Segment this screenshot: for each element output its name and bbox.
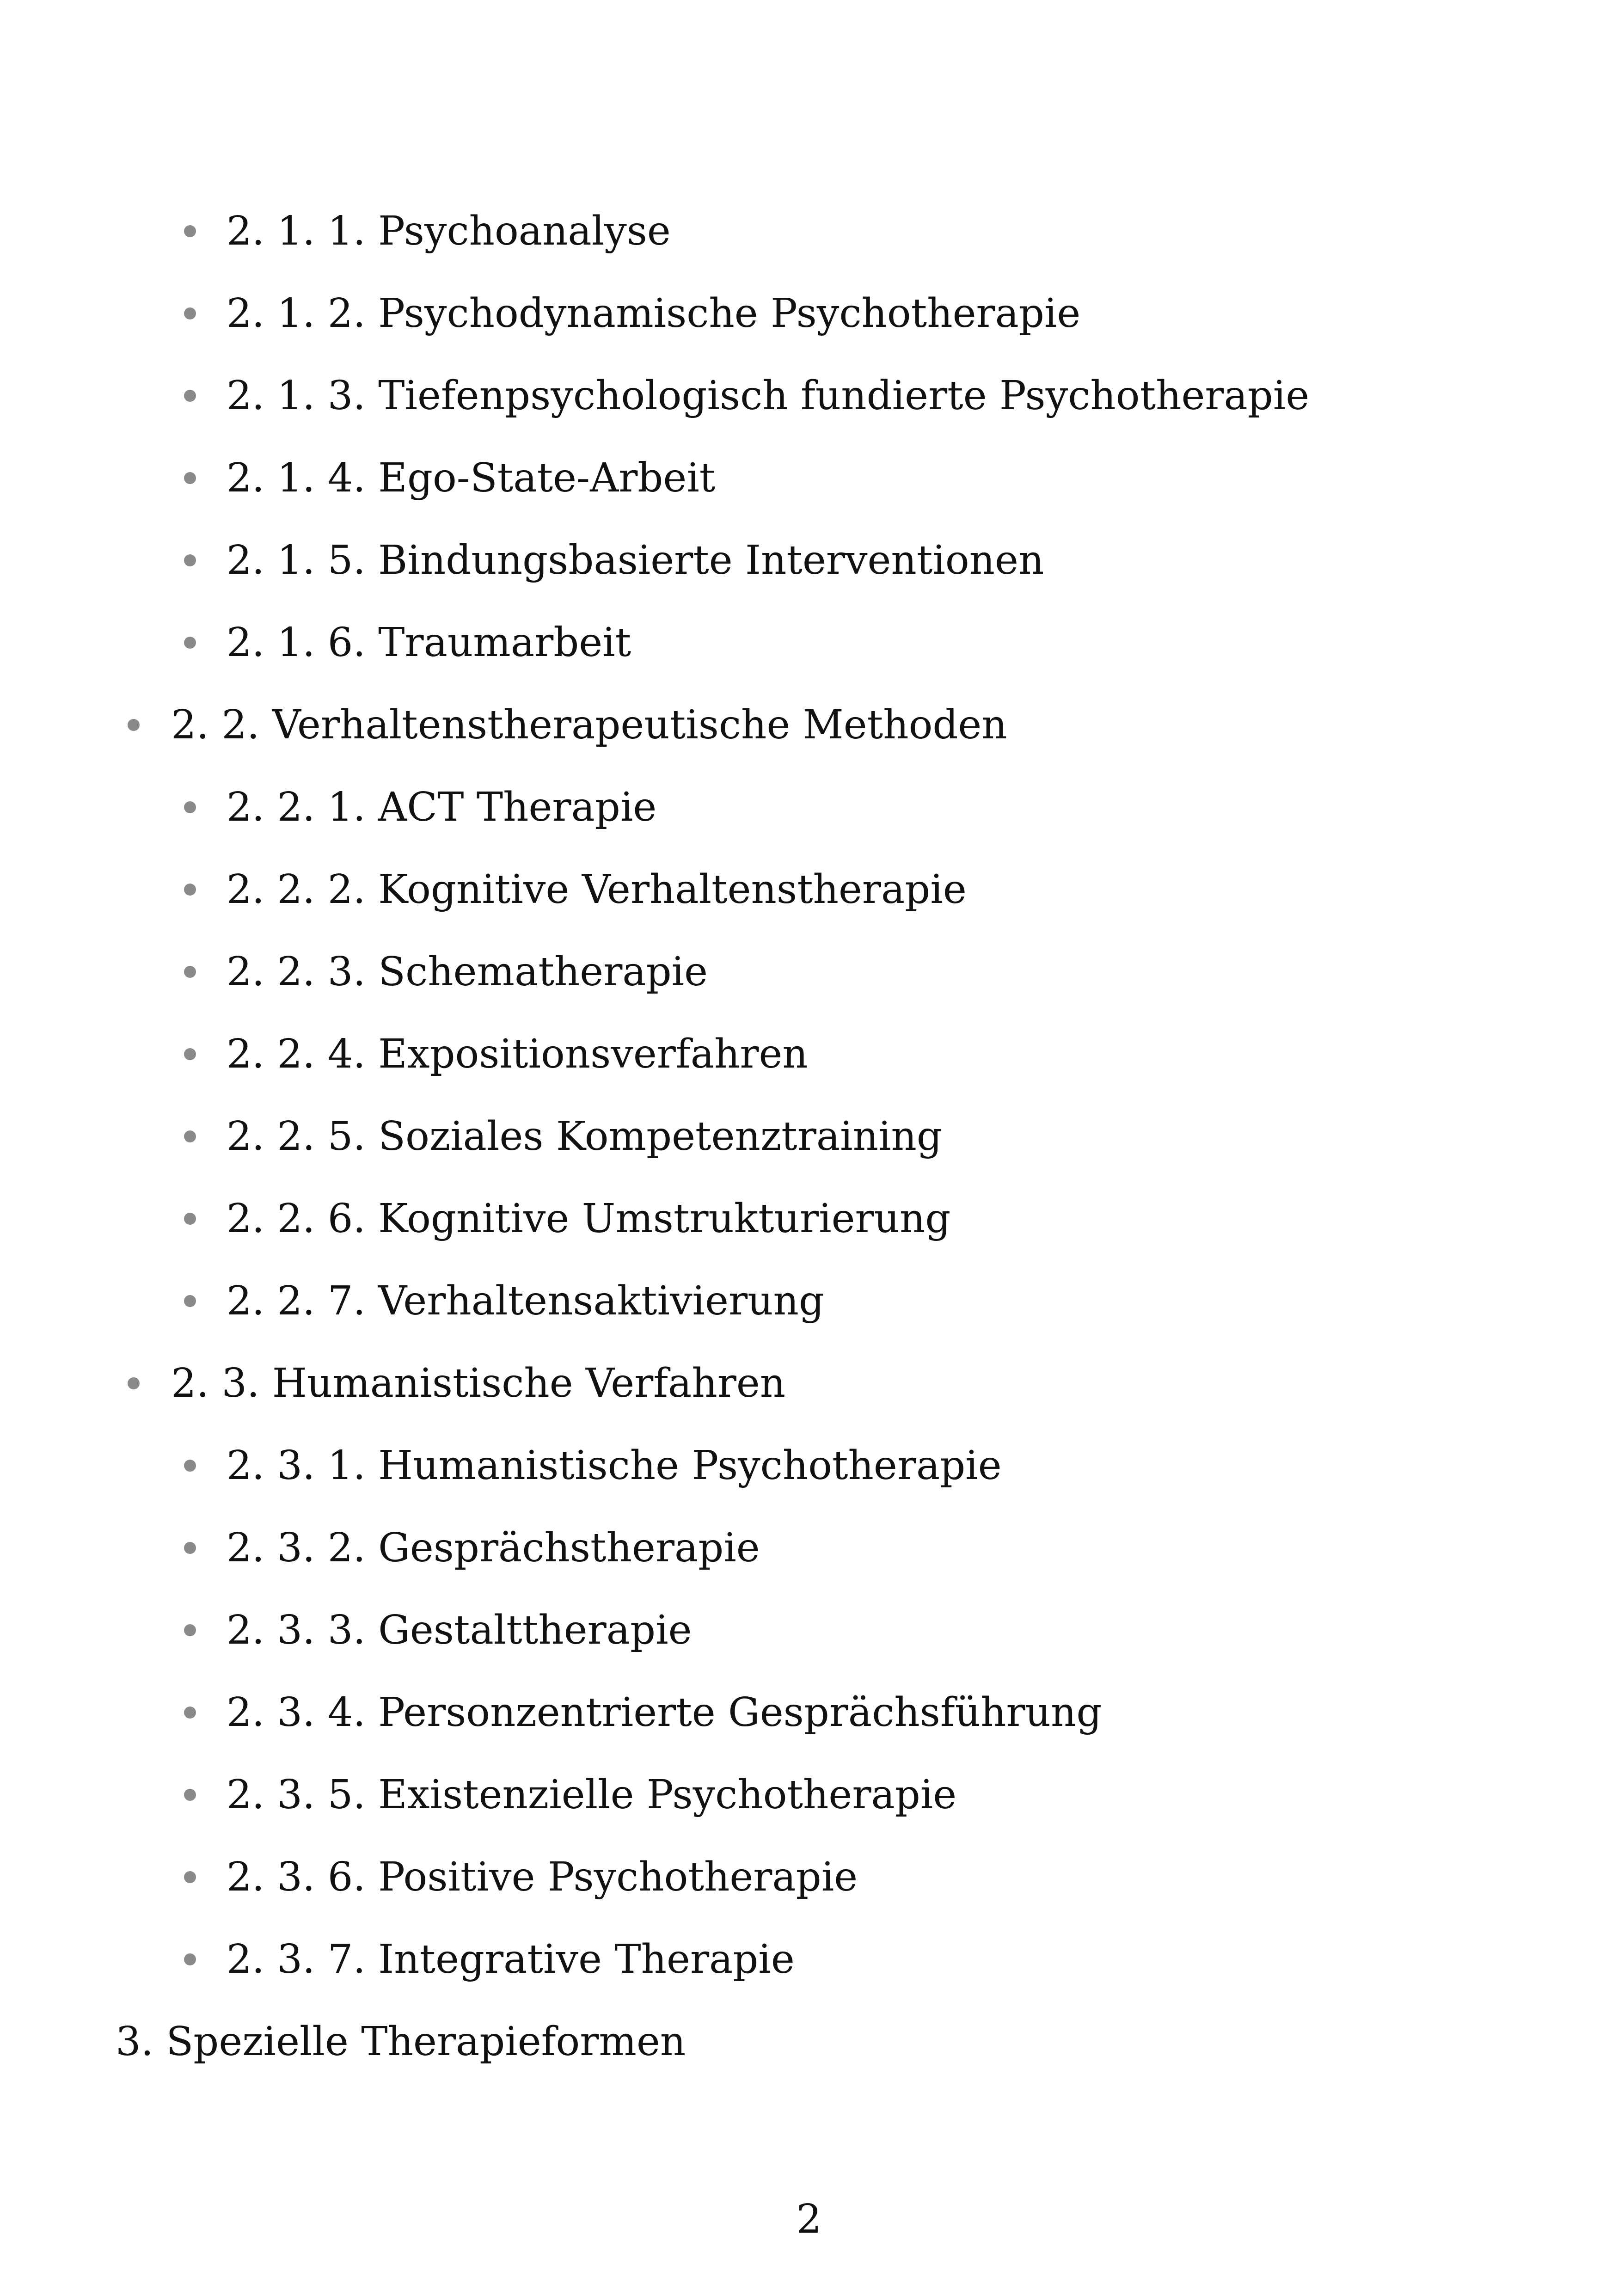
bullet-icon (184, 1849, 198, 1905)
bullet-icon (184, 203, 198, 259)
toc-entry-label: 2. 3. 3. Gestalttherapie (227, 1607, 692, 1653)
bullet-icon (184, 1602, 198, 1658)
bullet-icon (184, 533, 198, 588)
toc-entry-label: 2. 2. 3. Schematherapie (227, 949, 708, 995)
toc-entry-label: 2. 2. 6. Kognitive Umstrukturierung (227, 1196, 951, 1242)
toc-entry-label: 2. 1. 4. Ego-State-Arbeit (227, 455, 716, 501)
toc-entry-label: 2. 2. 5. Soziales Kompetenztraining (227, 1113, 942, 1160)
bullet-icon (184, 780, 198, 835)
toc-entry-label: 2. 3. Humanistische Verfahren (171, 1360, 786, 1406)
bullet-icon (128, 697, 141, 753)
toc-entry-label: 2. 1. 6. Traumarbeit (227, 620, 631, 666)
bullet-icon (184, 1273, 198, 1329)
bullet-icon (184, 944, 198, 1000)
bullet-icon (184, 1191, 198, 1246)
bullet-icon (128, 1356, 141, 1411)
toc-entry-label: 2. 3. 7. Integrative Therapie (227, 1936, 795, 1983)
bullet-icon (184, 1932, 198, 1987)
bullet-icon (184, 615, 198, 670)
toc-entry-label: 2. 1. 1. Psychoanalyse (227, 208, 671, 254)
bullet-icon (184, 1026, 198, 1082)
bullet-icon (184, 286, 198, 341)
toc-entry-label: 2. 3. 6. Positive Psychotherapie (227, 1854, 858, 1900)
bullet-icon (184, 1767, 198, 1823)
toc-entry-label: 2. 2. Verhaltenstherapeutische Methoden (171, 702, 1007, 748)
toc-entry-label: 2. 2. 4. Expositionsverfahren (227, 1031, 808, 1077)
toc-entry-label: 2. 1. 2. Psychodynamische Psychotherapie (227, 290, 1081, 337)
toc-entry-label: 2. 2. 1. ACT Therapie (227, 784, 657, 830)
toc-entry-label: 2. 3. 5. Existenzielle Psychotherapie (227, 1772, 957, 1818)
bullet-icon (184, 368, 198, 424)
bullet-icon (184, 1520, 198, 1576)
toc-entry-label: 2. 3. 4. Personzentrierte Gesprächsführung (227, 1689, 1102, 1736)
bullet-icon (184, 1685, 198, 1740)
toc-entry-label: 2. 1. 5. Bindungsbasierte Interventionen (227, 537, 1044, 583)
page-number: 2 (796, 2196, 822, 2242)
toc-entry-label: 3. Spezielle Therapieformen (116, 2019, 686, 2065)
toc-entry-label: 2. 3. 2. Gesprächstherapie (227, 1525, 760, 1571)
bullet-icon (184, 1109, 198, 1164)
toc-entry-label: 2. 2. 7. Verhaltensaktivierung (227, 1278, 824, 1324)
bullet-icon (184, 450, 198, 506)
toc-entry-label: 2. 3. 1. Humanistische Psychotherapie (227, 1443, 1002, 1489)
bullet-icon (184, 862, 198, 917)
toc-entry-label: 2. 1. 3. Tiefenpsychologisch fundierte Psychotherapie (227, 373, 1310, 419)
bullet-icon (184, 1438, 198, 1493)
toc-entry-label: 2. 2. 2. Kognitive Verhaltenstherapie (227, 866, 967, 913)
